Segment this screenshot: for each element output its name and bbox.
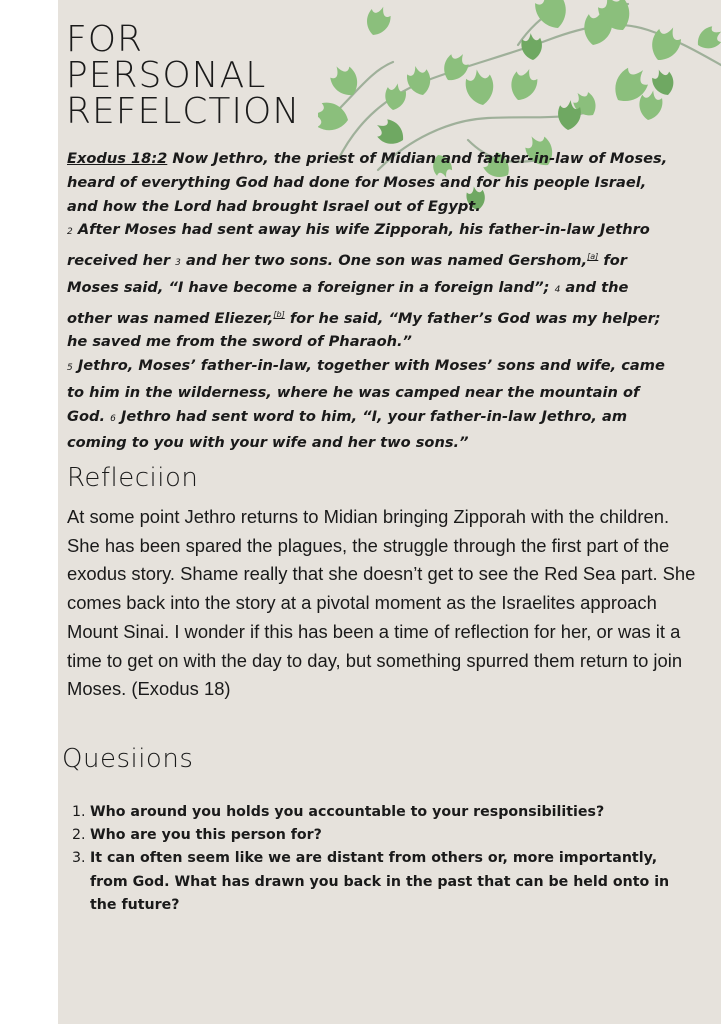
verse-number: 2	[67, 227, 73, 238]
verse-number: 3	[175, 258, 181, 269]
footnote-link[interactable]: [b]	[273, 309, 285, 319]
title-line: FOR	[66, 19, 144, 60]
reflection-heading: Refleciion	[67, 463, 199, 493]
verse-text: for Moses said, “I have become a foreigner in a foreign land”;	[67, 252, 627, 296]
question-item	[72, 801, 677, 824]
title-line: PERSONAL	[66, 55, 267, 96]
question-number: 1.	[72, 804, 86, 820]
question-item	[72, 824, 677, 847]
question-text: It can often seem like we are distant from others or, more importantly, from God. What has drawn you back in the past that can be held onto in the future?	[90, 850, 670, 913]
verse-number: 6	[110, 413, 116, 424]
verse-text: After Moses had sent away his wife Zipporah, his father-in-law Jethro received her	[67, 221, 650, 270]
question-number: 3.	[72, 850, 86, 867]
scripture-passage	[67, 147, 677, 455]
verse-text: and the other was named Eliezer,	[67, 278, 629, 327]
verse-text: Jethro had sent word to him, “I, your father-in-law Jethro, am coming to you with your wife and her two sons.”	[67, 407, 628, 452]
verse-text: Jethro, Moses’ father-in-law, together with Moses’ sons and wife, came to him in the wilderness, where he was camped near the mountain of God.	[67, 357, 665, 425]
question-item	[72, 847, 677, 917]
footnote-link[interactable]: [a]	[587, 252, 599, 262]
page-title	[66, 19, 301, 132]
verse-number: 4	[554, 284, 561, 295]
questions-heading: Quesiions	[62, 744, 194, 774]
scripture-reference[interactable]: Exodus 18:2	[67, 150, 168, 167]
verse-number: 5	[67, 363, 73, 374]
question-text: Who around you holds you accountable to your responsibilities?	[90, 804, 605, 820]
question-text: Who are you this person for?	[90, 827, 322, 844]
verse-text: Now Jethro, the priest of Midian and father-in-law of Moses, heard of everything God had done for Moses and for his people Israel, and how the Lord had brought Israel out of Egypt.	[67, 150, 668, 215]
question-number: 2.	[72, 827, 86, 844]
questions-list	[72, 801, 677, 917]
reflection-text: At some point Jethro returns to Midian bringing Zipporah with the children. She has been spared the plagues, the struggle through the first part of the exodus story. Shame really that she doesn’t get to see the Red Sea part. She comes back into the story at a pivotal moment as the Israelites approach Mount Sinai. I wonder if this has been a time of reflection for her, or was it a time to get on with the day to day, but something spurred them return to join Moses. (Exodus 18)	[67, 506, 696, 700]
title-line: REFELCTION	[66, 91, 301, 132]
verse-text: and her two sons. One son was named Gershom,	[180, 252, 588, 270]
verse-text: for he said, “My father’s God was my helper; he saved me from the sword of Pharaoh.”	[67, 309, 661, 351]
